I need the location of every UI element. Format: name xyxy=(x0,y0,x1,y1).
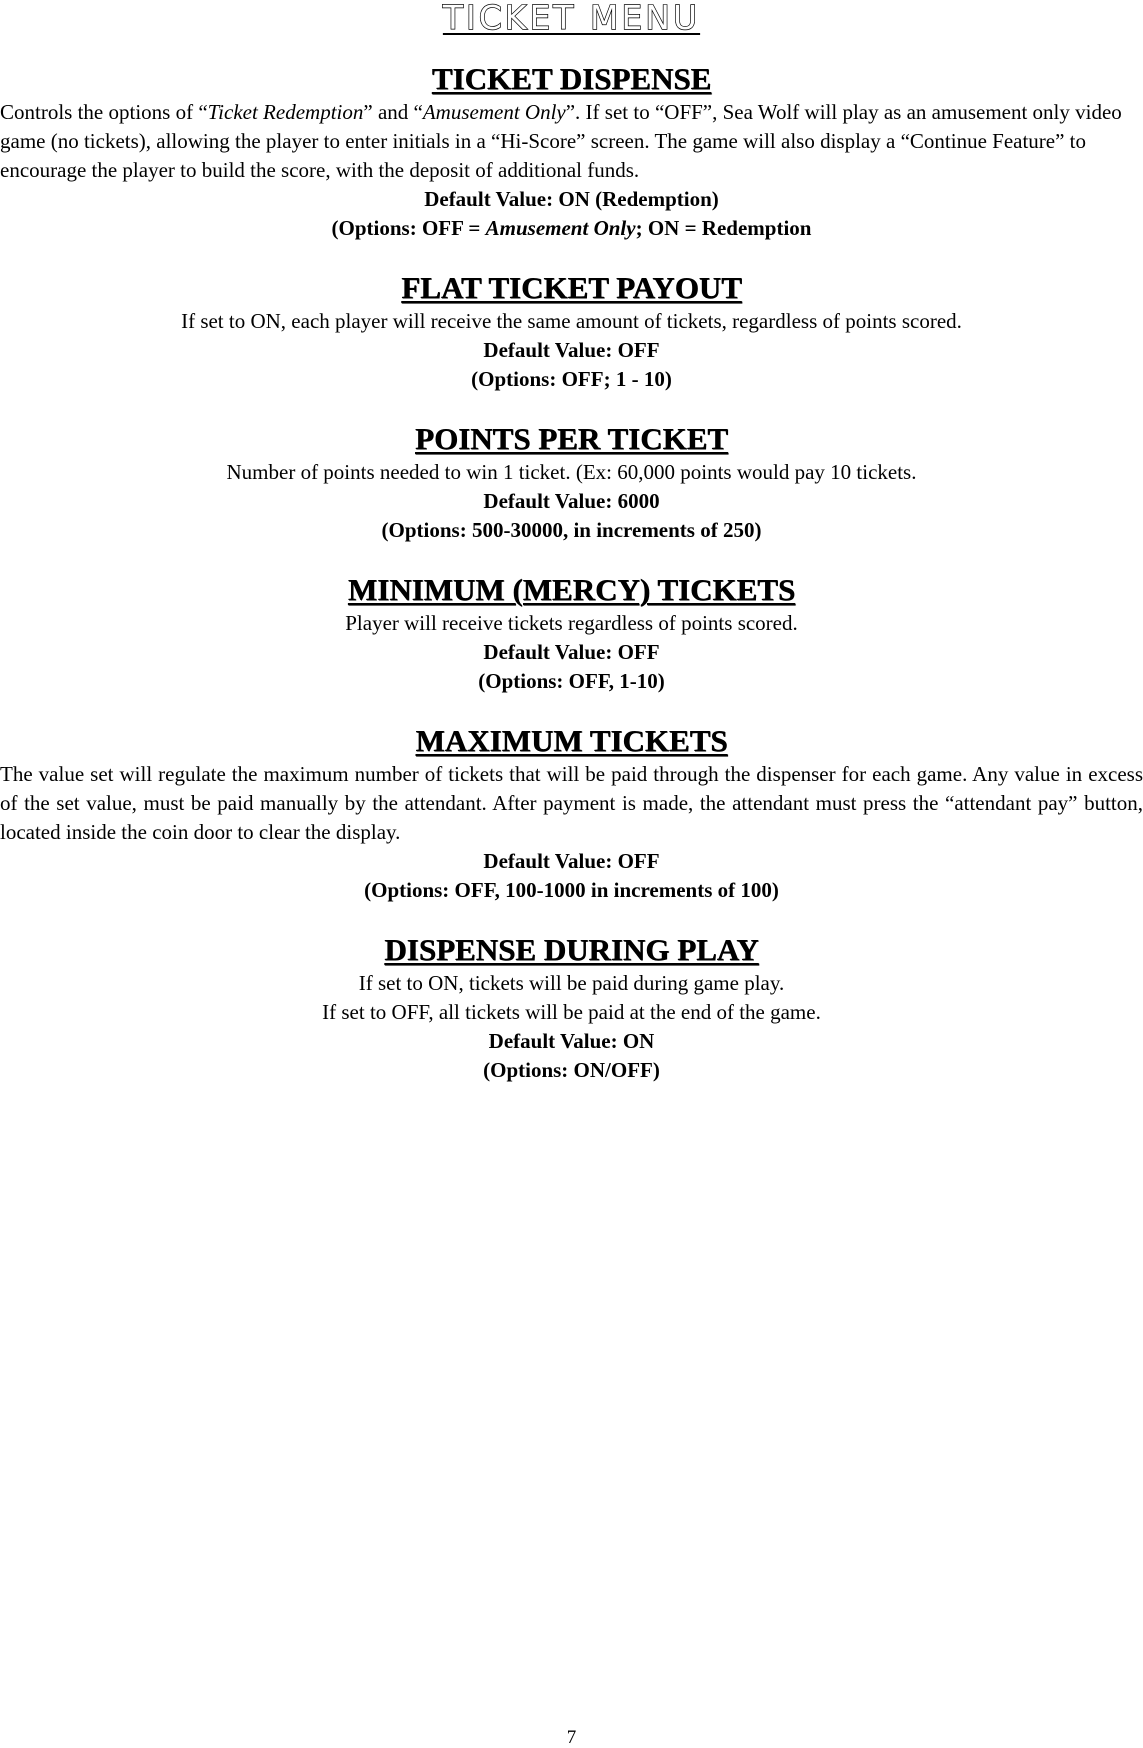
default-value: Default Value: OFF xyxy=(483,849,660,873)
default-value: Default Value: 6000 xyxy=(483,489,660,513)
section-flat-ticket-payout xyxy=(0,269,1143,394)
section-description: The value set will regulate the maximum number of tickets that will be paid through the dispenser for each game. Any value in excess of the set value, must be paid manually by the attendant. After payment is made, the attendant must press the “attendant pay” button, located inside the coin door to clear the display. xyxy=(0,762,1143,844)
options-line: (Options: ON/OFF) xyxy=(483,1058,660,1082)
section-description-line1: If set to ON, tickets will be paid during game play. xyxy=(358,971,785,995)
section-dispense-during-play xyxy=(0,931,1143,1085)
default-value: Default Value: OFF xyxy=(483,640,660,664)
section-maximum-tickets xyxy=(0,722,1143,905)
section-minimum-tickets xyxy=(0,571,1143,696)
options-line: (Options: OFF; 1 - 10) xyxy=(471,367,672,391)
section-description: Controls the options of “Ticket Redemption” and “Amusement Only”. If set to “OFF”, Sea Wolf will play as an amusement only video game (no tickets), allowing the player to enter initials in a “Hi-Score” screen. The game will also display a “Continue Feature” to encourage the player to build the score, with the deposit of additional funds. xyxy=(0,100,1122,182)
section-description: If set to ON, each player will receive the same amount of tickets, regardless of points scored. xyxy=(181,309,962,333)
section-description: Number of points needed to win 1 ticket. (Ex: 60,000 points would pay 10 tickets. xyxy=(226,460,917,484)
options-line: (Options: OFF, 100-1000 in increments of 100) xyxy=(364,878,779,902)
options-line: (Options: OFF, 1-10) xyxy=(478,669,665,693)
page-title-text: TICKET MENU xyxy=(442,0,701,37)
section-description: Player will receive tickets regardless of points scored. xyxy=(345,611,798,635)
default-value: Default Value: ON xyxy=(488,1029,655,1053)
section-title: TICKET DISPENSE xyxy=(431,61,712,96)
options-line: (Options: OFF = Amusement Only; ON = Redemption xyxy=(331,216,812,240)
section-title: POINTS PER TICKET xyxy=(415,421,728,456)
section-title: MINIMUM (MERCY) TICKETS xyxy=(347,572,796,607)
page-number: 7 xyxy=(566,1727,577,1748)
options-line: (Options: 500-30000, in increments of 250) xyxy=(381,518,762,542)
page-title xyxy=(0,0,1143,36)
default-value: Default Value: ON (Redemption) xyxy=(424,187,719,211)
settings-content xyxy=(0,60,1143,1111)
section-ticket-dispense xyxy=(0,60,1143,243)
section-description-line2: If set to OFF, all tickets will be paid at the end of the game. xyxy=(322,1000,821,1024)
default-value: Default Value: OFF xyxy=(483,338,660,362)
section-title: DISPENSE DURING PLAY xyxy=(384,932,759,967)
section-title: FLAT TICKET PAYOUT xyxy=(401,270,742,305)
section-title: MAXIMUM TICKETS xyxy=(415,723,728,758)
section-points-per-ticket xyxy=(0,420,1143,545)
